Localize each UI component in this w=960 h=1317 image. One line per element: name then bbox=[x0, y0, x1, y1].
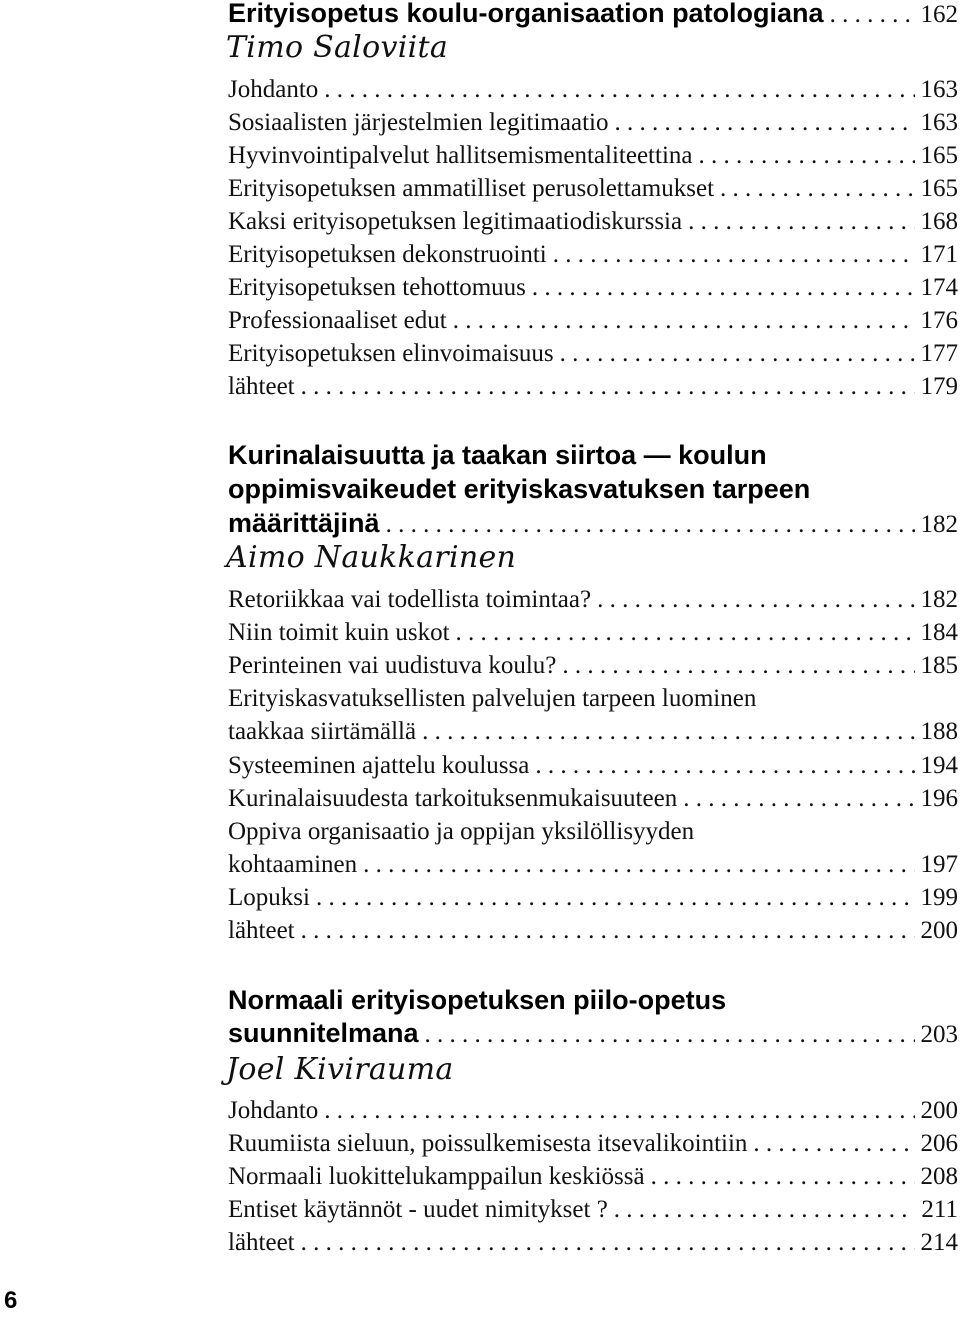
entry-page: 171 bbox=[920, 241, 958, 268]
dot-leader bbox=[324, 1094, 914, 1127]
entry-page: 179 bbox=[920, 373, 958, 400]
author-name: Aimo Naukkarinen bbox=[226, 540, 517, 575]
section-page-number: 203 bbox=[920, 1021, 958, 1048]
entry-page: 163 bbox=[920, 109, 958, 136]
section-heading-text: Erityisopetus koulu-organisaation patologiana bbox=[228, 0, 824, 28]
section-heading bbox=[228, 506, 958, 540]
toc-entry[interactable] bbox=[228, 1094, 958, 1127]
toc-entry[interactable] bbox=[228, 649, 958, 682]
author-name: Joel Kivirauma bbox=[226, 1052, 454, 1087]
entry-page: 211 bbox=[921, 1196, 958, 1223]
dot-leader bbox=[532, 271, 915, 304]
entry-page: 206 bbox=[920, 1130, 958, 1157]
dot-leader bbox=[830, 1, 915, 29]
dot-leader bbox=[651, 1160, 915, 1193]
toc-entry[interactable] bbox=[228, 881, 958, 914]
dot-leader bbox=[683, 782, 914, 815]
dot-leader bbox=[553, 238, 915, 271]
toc-entry[interactable] bbox=[228, 139, 958, 172]
section-heading-line: oppimisvaikeudet erityiskasvatuksen tarpeen bbox=[228, 474, 811, 504]
entry-title: Normaali luokittelukamppailun keskiössä bbox=[228, 1163, 645, 1190]
entry-page: 208 bbox=[920, 1163, 958, 1190]
section-page-number: 162 bbox=[920, 1, 958, 28]
dot-leader bbox=[386, 511, 915, 539]
toc-entry[interactable] bbox=[228, 73, 958, 106]
entry-page: 200 bbox=[920, 1097, 958, 1124]
page-number: 6 bbox=[4, 1287, 18, 1314]
toc-entry[interactable] bbox=[228, 337, 958, 370]
entry-title: lähteet bbox=[228, 917, 295, 944]
entry-title: Johdanto bbox=[228, 76, 319, 103]
section-heading-line: Kurinalaisuutta ja taakan siirtoa — koulun bbox=[228, 440, 767, 470]
toc-entry[interactable] bbox=[228, 271, 958, 304]
entry-title: Professionaaliset edut bbox=[228, 307, 447, 334]
entry-page: 194 bbox=[920, 752, 958, 779]
toc-entry[interactable] bbox=[228, 370, 958, 403]
entry-title: Johdanto bbox=[228, 1097, 319, 1124]
entry-page: 214 bbox=[920, 1229, 958, 1256]
entry-title: Erityisopetuksen dekonstruointi bbox=[228, 241, 547, 268]
section-heading bbox=[228, 0, 958, 30]
entry-title: Retoriikkaa vai todellista toimintaa? bbox=[228, 586, 592, 613]
entry-title: Perinteinen vai uudistuva koulu? bbox=[228, 652, 557, 679]
dot-leader bbox=[316, 881, 915, 914]
section-page-number: 182 bbox=[920, 511, 958, 538]
toc-entry[interactable] bbox=[228, 106, 958, 139]
dot-leader bbox=[688, 205, 914, 238]
entry-page: 165 bbox=[920, 175, 958, 202]
entry-title: kohtaaminen bbox=[228, 851, 358, 878]
toc-entry[interactable] bbox=[228, 749, 958, 782]
dot-leader bbox=[456, 616, 915, 649]
section-heading bbox=[228, 1016, 958, 1050]
entry-title: Erityisopetuksen ammatilliset perusolettamukset bbox=[228, 175, 715, 202]
toc-entry[interactable] bbox=[228, 1160, 958, 1193]
entry-title: Ruumiista sieluun, poissulkemisesta itsevalikointiin bbox=[228, 1130, 748, 1157]
dot-leader bbox=[562, 649, 914, 682]
entry-page: 182 bbox=[920, 586, 958, 613]
entry-title: lähteet bbox=[228, 373, 295, 400]
entry-title-line[interactable]: Oppiva organisaatio ja oppijan yksilöllisyyden bbox=[228, 818, 695, 845]
toc-entry[interactable] bbox=[228, 205, 958, 238]
dot-leader bbox=[363, 848, 914, 881]
entry-page: 185 bbox=[920, 652, 958, 679]
entry-title: Erityisopetuksen elinvoimaisuus bbox=[228, 340, 554, 367]
toc-entry[interactable] bbox=[228, 914, 958, 947]
dot-leader bbox=[753, 1127, 914, 1160]
dot-leader bbox=[597, 583, 914, 616]
entry-page: 177 bbox=[920, 340, 958, 367]
entry-page: 165 bbox=[920, 142, 958, 169]
entry-title: lähteet bbox=[228, 1229, 295, 1256]
dot-leader bbox=[699, 139, 915, 172]
entry-title: Entiset käytännöt - uudet nimitykset ? bbox=[228, 1196, 608, 1223]
dot-leader bbox=[720, 172, 914, 205]
author-name: Timo Saloviita bbox=[226, 30, 449, 65]
toc-entry[interactable] bbox=[228, 238, 958, 271]
section-heading-text: suunnitelmana bbox=[228, 1018, 419, 1048]
dot-leader bbox=[453, 304, 915, 337]
section-heading-text: määrittäjinä bbox=[228, 508, 380, 538]
dot-leader bbox=[301, 914, 915, 947]
entry-title: taakkaa siirtämällä bbox=[228, 718, 417, 745]
dot-leader bbox=[301, 370, 915, 403]
entry-title: Lopuksi bbox=[228, 884, 310, 911]
entry-title: Kaksi erityisopetuksen legitimaatiodiskurssia bbox=[228, 208, 683, 235]
entry-title: Systeeminen ajattelu koulussa bbox=[228, 752, 530, 779]
entry-title: Hyvinvointipalvelut hallitsemismentaliteettina bbox=[228, 142, 693, 169]
entry-page: 188 bbox=[920, 718, 958, 745]
entry-page: 168 bbox=[920, 208, 958, 235]
entry-title-line[interactable]: Erityiskasvatuksellisten palvelujen tarpeen luominen bbox=[228, 685, 757, 712]
toc-entry[interactable] bbox=[228, 848, 958, 881]
entry-page: 199 bbox=[920, 884, 958, 911]
toc-entry[interactable] bbox=[228, 616, 958, 649]
toc-entry[interactable] bbox=[228, 715, 958, 748]
entry-page: 197 bbox=[920, 851, 958, 878]
section-heading-line: Normaali erityisopetuksen piilo-opetus bbox=[228, 985, 727, 1015]
entry-page: 200 bbox=[920, 917, 958, 944]
toc-entry[interactable] bbox=[228, 1193, 958, 1226]
entry-page: 176 bbox=[920, 307, 958, 334]
entry-page: 163 bbox=[920, 76, 958, 103]
toc-entry[interactable] bbox=[228, 583, 958, 616]
dot-leader bbox=[614, 1193, 916, 1226]
dot-leader bbox=[301, 1226, 915, 1259]
toc-entry[interactable] bbox=[228, 782, 958, 815]
entry-title: Kurinalaisuudesta tarkoituksenmukaisuuteen bbox=[228, 785, 678, 812]
entry-page: 174 bbox=[920, 274, 958, 301]
dot-leader bbox=[425, 1021, 915, 1049]
dot-leader bbox=[560, 337, 915, 370]
entry-title: Niin toimit kuin uskot bbox=[228, 619, 450, 646]
dot-leader bbox=[324, 73, 914, 106]
entry-title: Sosiaalisten järjestelmien legitimaatio bbox=[228, 109, 609, 136]
dot-leader bbox=[422, 715, 914, 748]
toc-entry[interactable] bbox=[228, 172, 958, 205]
dot-leader bbox=[614, 106, 914, 139]
toc-entry[interactable] bbox=[228, 304, 958, 337]
dot-leader bbox=[535, 749, 914, 782]
entry-page: 184 bbox=[920, 619, 958, 646]
entry-page: 196 bbox=[920, 785, 958, 812]
toc-entry[interactable] bbox=[228, 1127, 958, 1160]
toc-entry[interactable] bbox=[228, 1226, 958, 1259]
entry-title: Erityisopetuksen tehottomuus bbox=[228, 274, 526, 301]
